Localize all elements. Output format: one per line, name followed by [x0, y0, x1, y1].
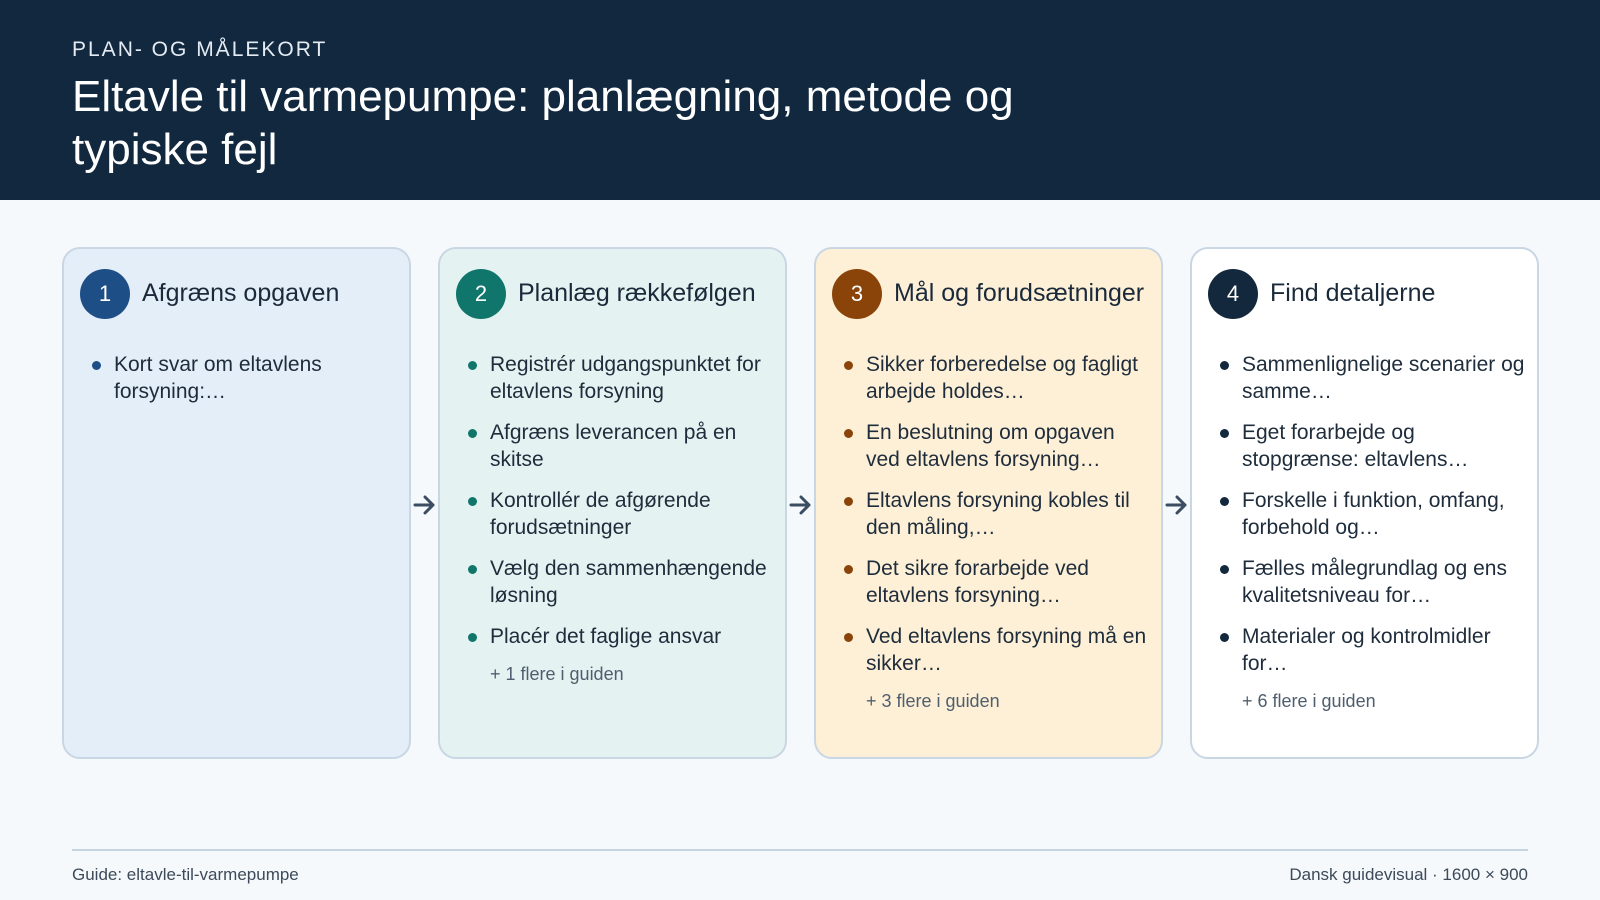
bullet-dot-icon — [844, 429, 853, 438]
step-title: Find detaljerne — [1270, 279, 1436, 307]
step-item-list — [1218, 351, 1528, 712]
bullet-dot-icon — [468, 565, 477, 574]
list-item-text: Kontrollér de afgørende forudsætninger — [490, 489, 711, 539]
list-item — [1218, 351, 1528, 405]
list-item — [466, 555, 776, 609]
list-item — [842, 487, 1152, 541]
list-item-text: Registrér udgangspunktet for eltavlens forsyning — [490, 353, 761, 403]
list-item-text: Materialer og kontrolmidler for… — [1242, 625, 1491, 675]
list-item — [842, 419, 1152, 473]
bullet-dot-icon — [468, 429, 477, 438]
bullet-dot-icon — [1220, 565, 1229, 574]
list-item — [466, 419, 776, 473]
bullet-dot-icon — [1220, 429, 1229, 438]
step-item-list — [842, 351, 1152, 712]
list-item — [842, 623, 1152, 677]
list-item-text: Det sikre forarbejde ved eltavlens forsyning… — [866, 557, 1089, 607]
bullet-dot-icon — [92, 361, 101, 370]
list-item-text: Sammenlignelige scenarier og samme… — [1242, 353, 1525, 403]
step-number-badge: 2 — [456, 269, 506, 319]
step-number-badge: 1 — [80, 269, 130, 319]
more-in-guide-note: + 6 flere i guiden — [1242, 691, 1376, 711]
bullet-dot-icon — [844, 633, 853, 642]
bullet-dot-icon — [844, 497, 853, 506]
list-item-text: Placér det faglige ansvar — [490, 625, 722, 648]
list-item — [842, 555, 1152, 609]
arrow-right-icon — [788, 492, 814, 518]
list-item — [466, 351, 776, 405]
bullet-dot-icon — [468, 497, 477, 506]
step-number-badge: 3 — [832, 269, 882, 319]
bullet-dot-icon — [844, 361, 853, 370]
list-item — [90, 351, 400, 405]
list-item-text: Afgræns leverancen på en skitse — [490, 421, 737, 471]
step-card-2 — [438, 247, 787, 759]
step-item-list — [466, 351, 776, 685]
more-in-guide-note: + 3 flere i guiden — [866, 691, 1000, 711]
list-item-text: Ved eltavlens forsyning må en sikker… — [866, 625, 1147, 675]
step-item-list — [90, 351, 400, 419]
step-number-badge: 4 — [1208, 269, 1258, 319]
header-banner — [0, 0, 1600, 200]
list-item — [466, 623, 776, 650]
list-item — [1218, 623, 1528, 677]
arrow-right-icon — [412, 492, 438, 518]
footer-divider — [72, 849, 1528, 851]
page-title: Eltavle til varmepumpe: planlægning, metode og typiske fejl — [72, 72, 1014, 174]
bullet-dot-icon — [468, 633, 477, 642]
footer-meta-label: Dansk guidevisual · 1600 × 900 — [1289, 865, 1528, 884]
step-title: Mål og forudsætninger — [894, 279, 1145, 307]
list-item — [1218, 555, 1528, 609]
eyebrow-label: PLAN- OG MÅLEKORT — [72, 38, 328, 61]
footer-guide-label: Guide: eltavle-til-varmepumpe — [72, 865, 299, 884]
bullet-dot-icon — [1220, 361, 1229, 370]
list-item — [1218, 487, 1528, 541]
step-title: Planlæg rækkefølgen — [518, 279, 756, 307]
list-item-text: Eltavlens forsyning kobles til den måling,… — [866, 489, 1130, 539]
more-in-guide-note: + 1 flere i guiden — [490, 664, 624, 684]
bullet-dot-icon — [844, 565, 853, 574]
bullet-dot-icon — [1220, 497, 1229, 506]
list-item-text: Vælg den sammenhængende løsning — [490, 557, 767, 607]
list-item-text: Sikker forberedelse og fagligt arbejde holdes… — [866, 353, 1138, 403]
list-item-text: Forskelle i funktion, omfang, forbehold og… — [1242, 489, 1505, 539]
arrow-right-icon — [1164, 492, 1190, 518]
list-item-text: Kort svar om eltavlens forsyning:… — [114, 353, 322, 403]
list-item — [1218, 419, 1528, 473]
step-title: Afgræns opgaven — [142, 279, 340, 307]
list-item — [842, 351, 1152, 405]
step-card-1 — [62, 247, 411, 759]
bullet-dot-icon — [1220, 633, 1229, 642]
list-item-text: Fælles målegrundlag og ens kvalitetsniveau for… — [1242, 557, 1507, 607]
list-item-text: En beslutning om opgaven ved eltavlens forsyning… — [866, 421, 1115, 471]
list-item — [466, 487, 776, 541]
list-item-text: Eget forarbejde og stopgrænse: eltavlens… — [1242, 421, 1469, 471]
bullet-dot-icon — [468, 361, 477, 370]
step-card-4 — [1190, 247, 1539, 759]
step-card-3 — [814, 247, 1163, 759]
